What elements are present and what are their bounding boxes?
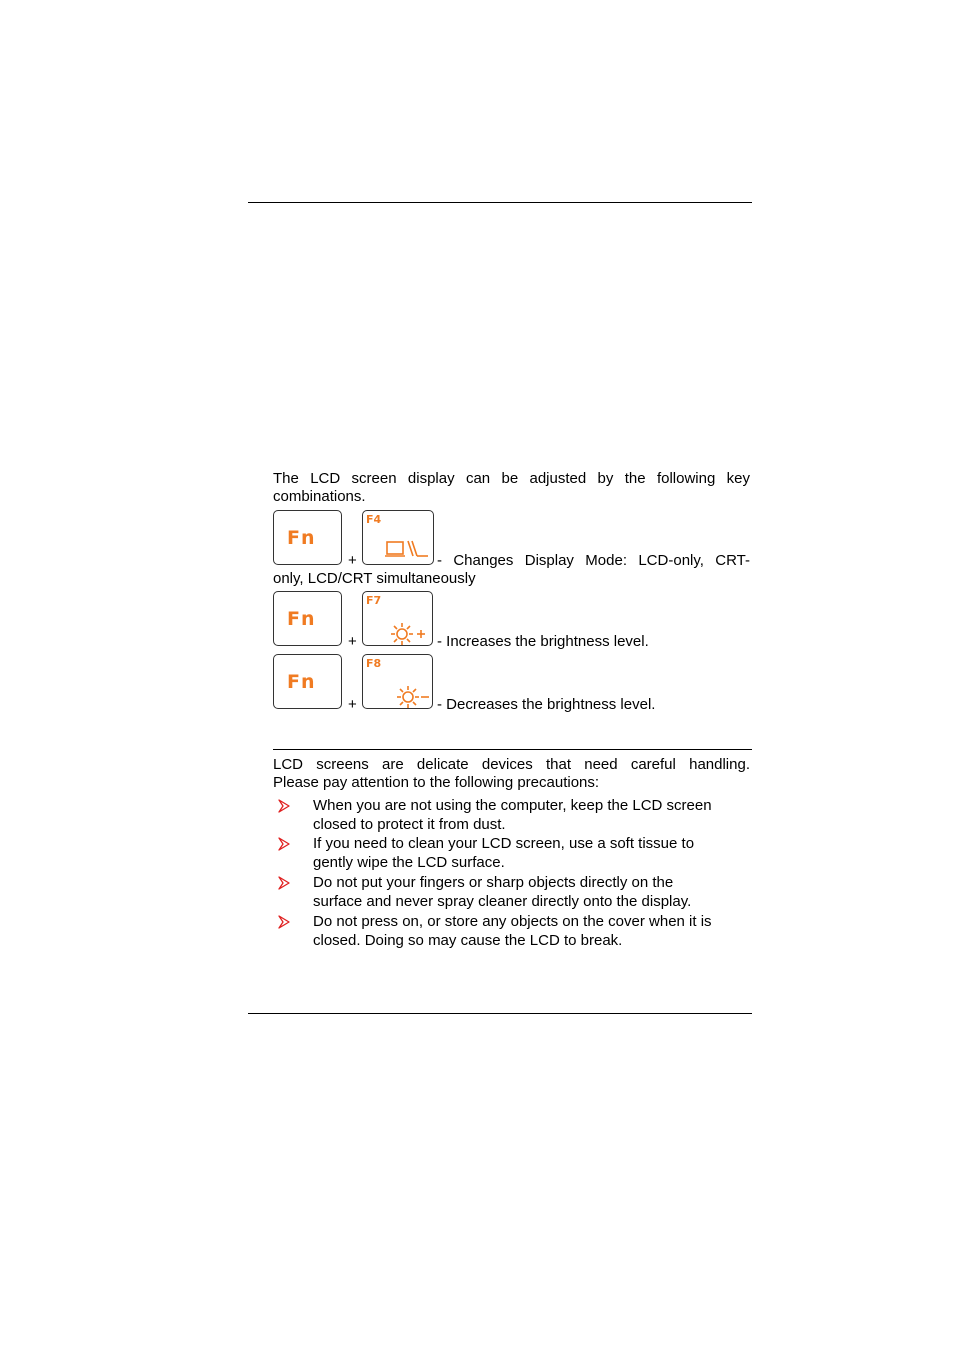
f8-key-label: F8 (366, 657, 382, 670)
display-mode-desc-cont: only, LCD/CRT simultaneously (273, 570, 476, 587)
section-rule (273, 749, 752, 750)
plus-sign: + (348, 552, 357, 569)
list-item-line: Do not put your fingers or sharp objects directly on the (313, 874, 674, 891)
arrow-bullet-icon (277, 915, 291, 929)
fn-key (273, 591, 342, 646)
list-item-line: closed. Doing so may cause the LCD to break. (313, 932, 623, 949)
plus-sign: + (348, 633, 357, 650)
header-rule (248, 202, 752, 203)
arrow-bullet-icon (277, 837, 291, 851)
f8-key (362, 654, 433, 709)
list-item (313, 796, 753, 834)
arrow-bullet-icon (277, 876, 291, 890)
plus-sign: + (348, 696, 357, 713)
intro-line-2: combinations. (273, 488, 366, 505)
intro-line-1: The LCD screen display can be adjusted by the following key (273, 470, 750, 487)
fn-key (273, 510, 342, 565)
arrow-bullet-icon (277, 799, 291, 813)
list-item-line: closed to protect it from dust. (313, 816, 506, 833)
list-item-line: surface and never spray cleaner directly onto the display. (313, 893, 692, 910)
fn-key-label: Fn (287, 527, 316, 549)
list-item (313, 873, 753, 911)
care-intro-line-1: LCD screens are delicate devices that need careful handling. (273, 756, 750, 773)
list-item-line: When you are not using the computer, keep the LCD screen (313, 797, 712, 814)
care-intro-line-2: Please pay attention to the following precautions: (273, 774, 600, 791)
brightness-down-desc: - Decreases the brightness level. (437, 696, 656, 713)
list-item-line: Do not press on, or store any objects on the cover when it is (313, 913, 712, 930)
list-item (313, 834, 753, 872)
fn-key (273, 654, 342, 709)
brightness-up-icon (390, 622, 430, 646)
fn-key-label: Fn (287, 608, 316, 630)
list-item-line: If you need to clean your LCD screen, use a soft tissue to (313, 835, 695, 852)
f4-key-label: F4 (366, 513, 382, 526)
display-mode-desc: - Changes Display Mode: LCD-only, CRT- (437, 552, 750, 569)
f7-key (362, 591, 433, 646)
footer-rule (248, 1013, 752, 1014)
list-item-line: gently wipe the LCD surface. (313, 854, 505, 871)
f4-key (362, 510, 434, 565)
display-switch-icon (385, 539, 429, 561)
fn-key-label: Fn (287, 671, 316, 693)
brightness-up-desc: - Increases the brightness level. (437, 633, 649, 650)
brightness-down-icon (396, 685, 436, 709)
f7-key-label: F7 (366, 594, 382, 607)
list-item (313, 912, 753, 950)
